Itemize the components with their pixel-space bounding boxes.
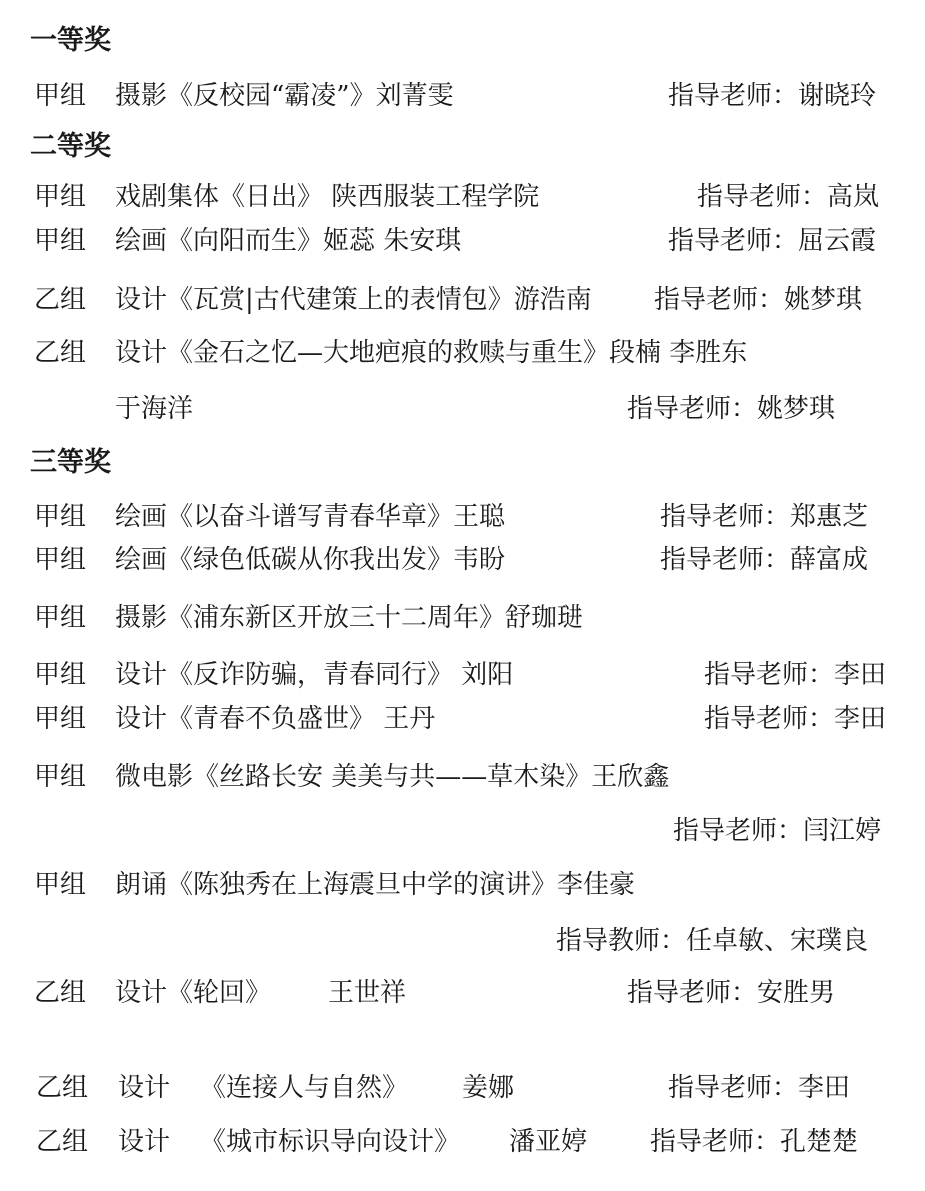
group-label: 乙组 <box>34 285 87 315</box>
advisor-text: 指导老师：孔楚楚 <box>650 1127 859 1157</box>
title-text: 《连接人与自然》 <box>200 1073 409 1103</box>
entry-text: 摄影《反校园“霸凌”》刘菁雯 <box>115 81 454 111</box>
name-text: 姜娜 <box>462 1073 515 1103</box>
group-label: 甲组 <box>34 603 87 633</box>
title-text: 《城市标识导向设计》 <box>200 1127 461 1157</box>
entry-text: 绘画《绿色低碳从你我出发》韦盼 <box>115 545 506 575</box>
heading-first-prize: 一等奖 <box>30 25 111 56</box>
name-text: 潘亚婷 <box>509 1127 588 1157</box>
advisor-text: 指导教师：任卓敏、宋璞良 <box>556 926 869 956</box>
group-label: 乙组 <box>36 1127 89 1157</box>
advisor-text: 指导老师：李田 <box>704 660 887 690</box>
advisor-text: 指导老师：李田 <box>668 1073 851 1103</box>
entry-text: 设计《金石之忆—大地疤痕的救赎与重生》段楠 李胜东 <box>115 338 748 368</box>
group-label: 甲组 <box>34 182 87 212</box>
entry-text: 设计《青春不负盛世》 王丹 <box>115 704 436 734</box>
group-label: 乙组 <box>34 978 87 1008</box>
entry-text: 绘画《向阳而生》姬蕊 朱安琪 <box>115 226 462 256</box>
entry-text: 设计《轮回》 <box>115 978 272 1008</box>
entry-text: 绘画《以奋斗谱写青春华章》王聪 <box>115 502 506 532</box>
advisor-text: 指导老师：高岚 <box>697 182 880 212</box>
advisor-text: 指导老师：谢晓玲 <box>668 81 877 111</box>
group-label: 甲组 <box>34 762 87 792</box>
group-label: 甲组 <box>34 660 87 690</box>
entry-text: 设计《反诈防骗，青春同行》 刘阳 <box>115 660 514 690</box>
group-label: 甲组 <box>34 870 87 900</box>
entry-text: 微电影《丝路长安 美美与共——草木染》王欣鑫 <box>115 762 670 792</box>
entry-text: 朗诵《陈独秀在上海震旦中学的演讲》李佳豪 <box>115 870 636 900</box>
heading-second-prize: 二等奖 <box>30 131 111 162</box>
entry-text: 戏剧集体《日出》 陕西服装工程学院 <box>115 182 540 212</box>
entry-text: 设计《瓦赏|古代建策上的表情包》游浩南 <box>115 285 592 315</box>
group-label: 乙组 <box>36 1073 89 1103</box>
advisor-text: 指导老师：薛富成 <box>660 545 869 575</box>
group-label: 甲组 <box>34 502 87 532</box>
group-label: 甲组 <box>34 704 87 734</box>
heading-third-prize: 三等奖 <box>30 447 111 478</box>
group-label: 甲组 <box>34 226 87 256</box>
advisor-text: 指导老师：姚梦琪 <box>654 285 863 315</box>
entry-text: 于海洋 <box>115 394 194 424</box>
advisor-text: 指导老师：姚梦琪 <box>627 394 836 424</box>
group-label: 甲组 <box>34 545 87 575</box>
advisor-text: 指导老师：郑惠芝 <box>660 502 869 532</box>
advisor-text: 指导老师：李田 <box>704 704 887 734</box>
entry-text: 设计 <box>118 1073 171 1103</box>
advisor-text: 指导老师：闫江婷 <box>673 816 882 846</box>
advisor-text: 指导老师：安胜男 <box>627 978 836 1008</box>
name-text: 王世祥 <box>328 978 407 1008</box>
group-label: 乙组 <box>34 338 87 368</box>
advisor-text: 指导老师：屈云霞 <box>668 226 877 256</box>
group-label: 甲组 <box>34 81 87 111</box>
entry-text: 设计 <box>118 1127 171 1157</box>
entry-text: 摄影《浦东新区开放三十二周年》舒珈琎 <box>115 603 584 633</box>
